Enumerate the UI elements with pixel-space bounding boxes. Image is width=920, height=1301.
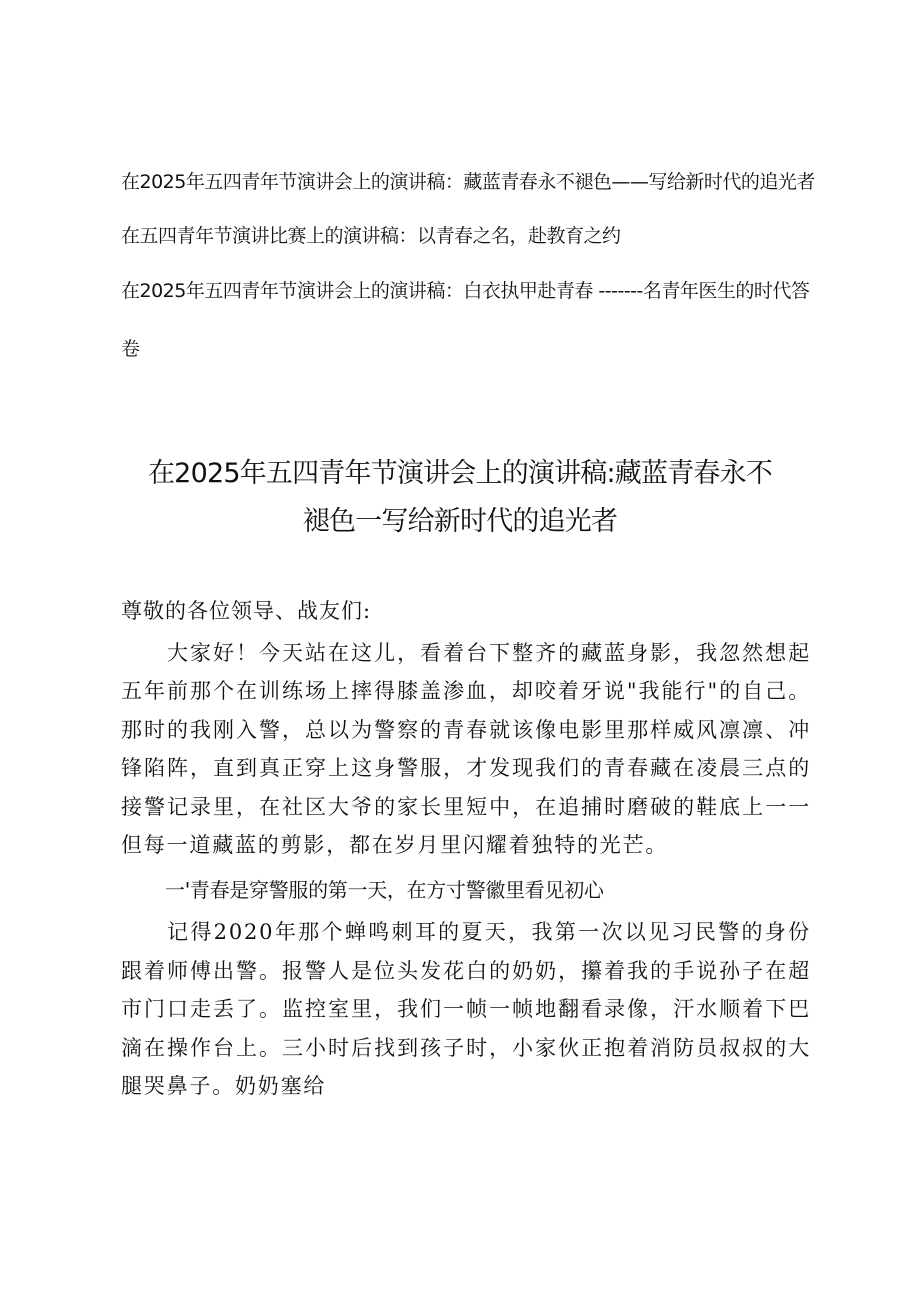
table-of-contents xyxy=(121,168,821,403)
toc-item: 在2025年五四青年节演讲会上的演讲稿：白衣执甲赴青春 -------名青年医生的时代答卷 xyxy=(121,280,810,360)
section-heading: 一'青春是穿警服的第一天，在方寸警徽里看见初心 xyxy=(165,877,604,902)
toc-item: 在2025年五四青年节演讲会上的演讲稿：藏蓝青春永不褪色——写给新时代的追光者 xyxy=(121,171,815,193)
toc-item: 在五四青年节演讲比赛上的演讲稿：以青春之名，赴教育之约 xyxy=(121,225,621,247)
paragraph: 大家好！今天站在这儿，看着台下整齐的藏蓝身影，我忽然想起五年前那个在训练场上摔得膝盖渗血，却咬着牙说"我能行"的自己。那时的我刚入警，总以为警察的青春就该像电影里那样威风凛凛、冲锋陷阵，直到真正穿上这身警服，才发现我们的青春藏在凌晨三点的接警记录里，在社区大爷的家长里短中，在追捕时磨破的鞋底上一一但每一道藏蓝的剪影，都在岁月里闪耀着独特的光芒。 xyxy=(121,640,811,857)
paragraph: 记得2020年那个蝉鸣刺耳的夏天，我第一次以见习民警的身份跟着师傅出警。报警人是位头发花白的奶奶，攥着我的手说孙子在超市门口走丢了。监控室里，我们一帧一帧地翻看录像，汗水顺着下巴滴在操作台上。三小时后找到孩子时，小家伙正抱着消防员叔叔的大腿哭鼻子。奶奶塞给 xyxy=(121,920,811,1098)
document-title: 在2025年五四青年节演讲会上的演讲稿:藏蓝青春永不褪色一写给新时代的追光者 xyxy=(147,458,772,537)
salutation: 尊敬的各位领导、战友们: xyxy=(121,599,372,623)
document-body xyxy=(121,592,811,1106)
